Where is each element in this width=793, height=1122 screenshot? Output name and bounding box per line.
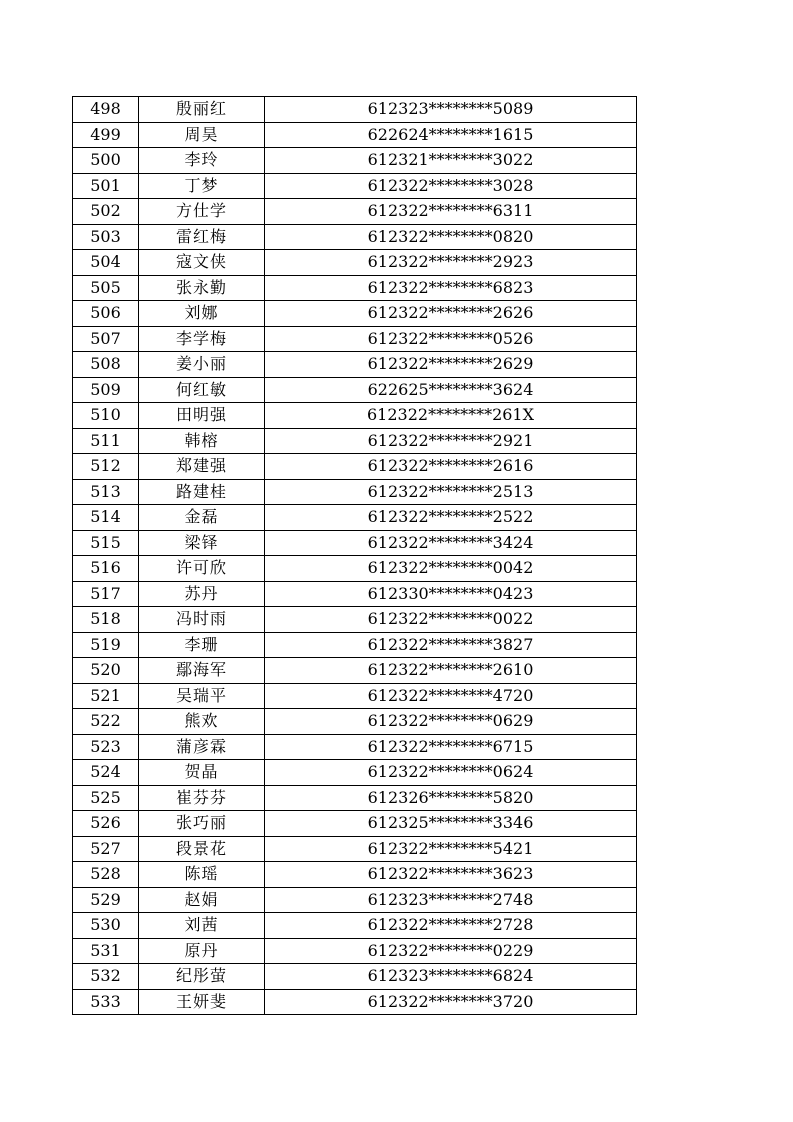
id-number-cell: 612322********2921 [265, 428, 637, 454]
row-number-cell: 521 [73, 683, 139, 709]
table-row [73, 760, 637, 786]
table-row [73, 428, 637, 454]
table-row [73, 377, 637, 403]
person-name-cell: 何红敏 [139, 377, 265, 403]
table-row [73, 811, 637, 837]
table-row [73, 785, 637, 811]
person-name-cell: 田明强 [139, 403, 265, 429]
row-number-cell: 509 [73, 377, 139, 403]
id-number-cell: 612325********3346 [265, 811, 637, 837]
table-row [73, 122, 637, 148]
id-number-cell: 622625********3624 [265, 377, 637, 403]
id-number-cell: 612322********3028 [265, 173, 637, 199]
table-row [73, 199, 637, 225]
person-name-cell: 陈瑶 [139, 862, 265, 888]
row-number-cell: 499 [73, 122, 139, 148]
roster-table [72, 96, 637, 1015]
row-number-cell: 514 [73, 505, 139, 531]
table-row [73, 581, 637, 607]
row-number-cell: 532 [73, 964, 139, 990]
table-row [73, 530, 637, 556]
person-name-cell: 刘娜 [139, 301, 265, 327]
person-name-cell: 周昊 [139, 122, 265, 148]
id-number-cell: 612322********3827 [265, 632, 637, 658]
id-number-cell: 612330********0423 [265, 581, 637, 607]
id-number-cell: 612322********0629 [265, 709, 637, 735]
id-number-cell: 612322********4720 [265, 683, 637, 709]
row-number-cell: 533 [73, 989, 139, 1015]
person-name-cell: 李玲 [139, 148, 265, 174]
row-number-cell: 510 [73, 403, 139, 429]
table-row [73, 454, 637, 480]
person-name-cell: 丁梦 [139, 173, 265, 199]
person-name-cell: 金磊 [139, 505, 265, 531]
table-row [73, 836, 637, 862]
table-row [73, 97, 637, 123]
id-number-cell: 612322********2626 [265, 301, 637, 327]
person-name-cell: 蒲彦霖 [139, 734, 265, 760]
id-number-cell: 612323********2748 [265, 887, 637, 913]
table-row [73, 862, 637, 888]
person-name-cell: 韩榕 [139, 428, 265, 454]
person-name-cell: 寇文侠 [139, 250, 265, 276]
row-number-cell: 508 [73, 352, 139, 378]
row-number-cell: 515 [73, 530, 139, 556]
table-row [73, 250, 637, 276]
row-number-cell: 518 [73, 607, 139, 633]
id-number-cell: 612322********2616 [265, 454, 637, 480]
id-number-cell: 612322********2629 [265, 352, 637, 378]
row-number-cell: 516 [73, 556, 139, 582]
row-number-cell: 501 [73, 173, 139, 199]
id-number-cell: 612322********6823 [265, 275, 637, 301]
row-number-cell: 505 [73, 275, 139, 301]
table-row [73, 607, 637, 633]
id-number-cell: 612322********0022 [265, 607, 637, 633]
person-name-cell: 许可欣 [139, 556, 265, 582]
row-number-cell: 524 [73, 760, 139, 786]
id-number-cell: 612322********261X [265, 403, 637, 429]
person-name-cell: 熊欢 [139, 709, 265, 735]
row-number-cell: 526 [73, 811, 139, 837]
table-row [73, 632, 637, 658]
id-number-cell: 612322********0229 [265, 938, 637, 964]
person-name-cell: 王妍斐 [139, 989, 265, 1015]
table-row [73, 709, 637, 735]
row-number-cell: 507 [73, 326, 139, 352]
row-number-cell: 522 [73, 709, 139, 735]
row-number-cell: 529 [73, 887, 139, 913]
row-number-cell: 527 [73, 836, 139, 862]
row-number-cell: 506 [73, 301, 139, 327]
id-number-cell: 612322********0624 [265, 760, 637, 786]
person-name-cell: 原丹 [139, 938, 265, 964]
person-name-cell: 李学梅 [139, 326, 265, 352]
id-number-cell: 612322********6311 [265, 199, 637, 225]
person-name-cell: 梁铎 [139, 530, 265, 556]
roster-body [73, 97, 637, 1015]
table-row [73, 403, 637, 429]
person-name-cell: 姜小丽 [139, 352, 265, 378]
row-number-cell: 513 [73, 479, 139, 505]
table-row [73, 505, 637, 531]
row-number-cell: 511 [73, 428, 139, 454]
person-name-cell: 张永勤 [139, 275, 265, 301]
row-number-cell: 519 [73, 632, 139, 658]
table-row [73, 734, 637, 760]
id-number-cell: 612322********5421 [265, 836, 637, 862]
person-name-cell: 冯时雨 [139, 607, 265, 633]
id-number-cell: 612322********0820 [265, 224, 637, 250]
row-number-cell: 525 [73, 785, 139, 811]
row-number-cell: 512 [73, 454, 139, 480]
row-number-cell: 528 [73, 862, 139, 888]
id-number-cell: 612322********2923 [265, 250, 637, 276]
table-row [73, 989, 637, 1015]
table-row [73, 326, 637, 352]
table-row [73, 964, 637, 990]
row-number-cell: 523 [73, 734, 139, 760]
person-name-cell: 崔芬芬 [139, 785, 265, 811]
person-name-cell: 方仕学 [139, 199, 265, 225]
table-row [73, 275, 637, 301]
person-name-cell: 贺晶 [139, 760, 265, 786]
id-number-cell: 612322********2610 [265, 658, 637, 684]
id-number-cell: 612322********2513 [265, 479, 637, 505]
person-name-cell: 鄢海军 [139, 658, 265, 684]
row-number-cell: 504 [73, 250, 139, 276]
row-number-cell: 517 [73, 581, 139, 607]
id-number-cell: 612326********5820 [265, 785, 637, 811]
table-row [73, 556, 637, 582]
id-number-cell: 612322********3720 [265, 989, 637, 1015]
id-number-cell: 612323********6824 [265, 964, 637, 990]
row-number-cell: 503 [73, 224, 139, 250]
id-number-cell: 612322********3623 [265, 862, 637, 888]
id-number-cell: 612323********5089 [265, 97, 637, 123]
row-number-cell: 498 [73, 97, 139, 123]
id-number-cell: 622624********1615 [265, 122, 637, 148]
id-number-cell: 612322********2728 [265, 913, 637, 939]
table-row [73, 301, 637, 327]
id-number-cell: 612322********6715 [265, 734, 637, 760]
row-number-cell: 531 [73, 938, 139, 964]
person-name-cell: 雷红梅 [139, 224, 265, 250]
row-number-cell: 500 [73, 148, 139, 174]
table-row [73, 913, 637, 939]
person-name-cell: 纪彤萤 [139, 964, 265, 990]
id-number-cell: 612322********0042 [265, 556, 637, 582]
id-number-cell: 612322********0526 [265, 326, 637, 352]
table-row [73, 479, 637, 505]
person-name-cell: 郑建强 [139, 454, 265, 480]
table-row [73, 224, 637, 250]
table-row [73, 938, 637, 964]
id-number-cell: 612321********3022 [265, 148, 637, 174]
table-row [73, 658, 637, 684]
table-row [73, 887, 637, 913]
person-name-cell: 张巧丽 [139, 811, 265, 837]
table-row [73, 352, 637, 378]
row-number-cell: 520 [73, 658, 139, 684]
person-name-cell: 刘茜 [139, 913, 265, 939]
person-name-cell: 李珊 [139, 632, 265, 658]
person-name-cell: 段景花 [139, 836, 265, 862]
table-row [73, 683, 637, 709]
id-number-cell: 612322********3424 [265, 530, 637, 556]
person-name-cell: 赵娟 [139, 887, 265, 913]
row-number-cell: 502 [73, 199, 139, 225]
id-number-cell: 612322********2522 [265, 505, 637, 531]
table-row [73, 148, 637, 174]
table-row [73, 173, 637, 199]
person-name-cell: 路建桂 [139, 479, 265, 505]
person-name-cell: 吴瑞平 [139, 683, 265, 709]
row-number-cell: 530 [73, 913, 139, 939]
person-name-cell: 苏丹 [139, 581, 265, 607]
person-name-cell: 殷丽红 [139, 97, 265, 123]
